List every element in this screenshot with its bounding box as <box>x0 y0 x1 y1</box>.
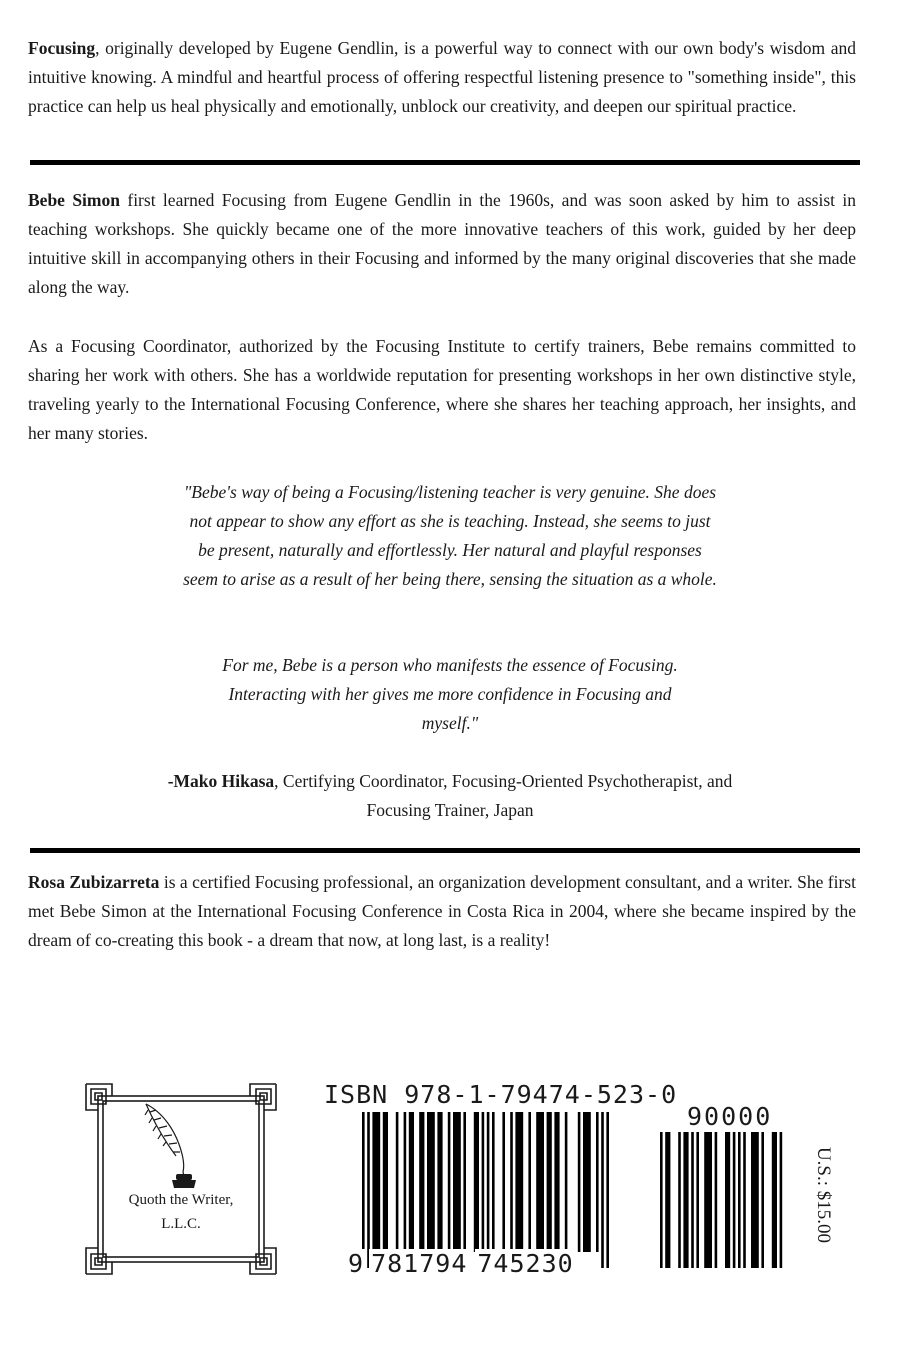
barcode-bar <box>583 1112 591 1252</box>
intro-text: , originally developed by Eugene Gendlin, is a powerful way to connect with our own body's wisdom and intuitive knowing. A mindful and heartful process of offering respectful listening presence to "something inside", this practice can help us heal physically and emotionally, unblock our creativity, and deepen our spiritual practice. <box>28 38 856 116</box>
barcode-bar <box>578 1112 581 1252</box>
barcode-bar <box>383 1112 388 1252</box>
addon-bar <box>678 1132 681 1268</box>
isbn-label: ISBN 978-1-79474-523-0 <box>324 1080 678 1109</box>
testimonial-author-title: , Certifying Coordinator, Focusing-Oriented Psychotherapist, and Focusing Trainer, Japan <box>274 771 733 820</box>
addon-bar <box>696 1132 699 1268</box>
testimonial-author: -Mako Hikasa <box>167 771 275 791</box>
barcode-bar <box>427 1112 435 1252</box>
bio2-text: As a Focusing Coordinator, authorized by the Focusing Institute to certify trainers, Bebe remains committed to sharing her work with others. She has a worldwide reputation for presenting workshops in her own distinctive style, traveling yearly to the International Focusing Conference, where she shares her teaching approach, her insights, and her many stories. <box>28 336 856 443</box>
addon-bar <box>772 1132 777 1268</box>
testimonial-quote-2: For me, Bebe is a person who manifests the essence of Focusing. Interacting with her gives me more confidence in Focusing and myself." <box>222 655 678 733</box>
publisher-line-2: L.L.C. <box>161 1216 201 1232</box>
publisher-line-1: Quoth the Writer, <box>128 1192 234 1208</box>
barcode-bar <box>515 1112 523 1252</box>
barcode-bar <box>502 1112 505 1252</box>
ean-left-group: 781794 <box>371 1249 468 1278</box>
ean-right-group: 745230 <box>477 1249 574 1278</box>
addon-bar <box>725 1132 730 1268</box>
barcode-bar <box>554 1112 559 1252</box>
price-code: 90000 <box>687 1102 773 1131</box>
barcode-bar <box>409 1112 414 1252</box>
barcode-bar <box>453 1112 461 1252</box>
author-bio-text: is a certified Focusing professional, an organization development consultant, and a writer. She first met Bebe Simon at the International Focusing Conference in Costa Rica in 2004, where she became inspired by the dream of co-creating this book - a dream that now, at long last, is a reality! <box>28 872 856 950</box>
barcode-bar <box>448 1112 451 1252</box>
addon-bar <box>691 1132 694 1268</box>
ean-digits <box>346 1250 576 1278</box>
testimonial-quote-1: "Bebe's way of being a Focusing/listening teacher is very genuine. She does not appear to show any effort as she is teaching. Instead, she seems to just be present, naturally and effortlessly. Her natural and playful responses seem to arise as a result of her being there, sensing the situation as a whole. <box>183 482 717 589</box>
bio1-bold: Bebe Simon <box>28 190 120 210</box>
barcode-bar <box>463 1112 466 1252</box>
barcode-bar <box>565 1112 568 1252</box>
barcode-bar <box>528 1112 531 1252</box>
author-bio-bold: Rosa Zubizarreta <box>28 872 160 892</box>
addon-bar <box>751 1132 759 1268</box>
barcode-bar <box>362 1112 365 1268</box>
addon-bars <box>660 1132 782 1268</box>
price-text: U.S.: $15.00 <box>813 1146 834 1244</box>
addon-bar <box>660 1132 663 1268</box>
barcode-bar <box>367 1112 370 1268</box>
price-vertical <box>808 1135 838 1255</box>
addon-bar <box>761 1132 764 1268</box>
barcode-bar <box>437 1112 442 1252</box>
addon-bar <box>733 1132 736 1268</box>
addon-bar <box>704 1132 712 1268</box>
addon-bar <box>738 1132 741 1268</box>
barcode-bar <box>419 1112 424 1252</box>
barcode-bar <box>404 1112 407 1252</box>
addon-bar <box>665 1132 670 1268</box>
addon-bar <box>683 1132 688 1268</box>
ean-first-digit: 9 <box>348 1249 365 1278</box>
bio1-text: first learned Focusing from Eugene Gendlin in the 1960s, and was soon asked by him to assist in teaching workshops. She quickly became one of the more innovative teachers of this work, guided by her deep intuitive skill in accompanying others in their Focusing and informed by the many original discoveries that she made along the way. <box>28 190 856 297</box>
barcode-bar <box>596 1112 599 1252</box>
barcode-bar <box>487 1112 490 1268</box>
barcode-bar <box>372 1112 380 1252</box>
ean-bars <box>362 1112 609 1268</box>
addon-bar <box>780 1132 783 1268</box>
barcode-bar <box>492 1112 495 1252</box>
barcode-bar <box>536 1112 544 1252</box>
addon-bar <box>743 1132 746 1268</box>
addon-bar <box>715 1132 718 1268</box>
barcode-bar <box>606 1112 609 1268</box>
intro-bold: Focusing <box>28 38 96 58</box>
barcode-bar <box>396 1112 399 1252</box>
barcode-bar <box>474 1112 479 1252</box>
barcode-bar <box>547 1112 552 1252</box>
barcode-bar <box>510 1112 513 1252</box>
barcode-bar <box>482 1112 485 1268</box>
barcode-bar <box>601 1112 604 1268</box>
